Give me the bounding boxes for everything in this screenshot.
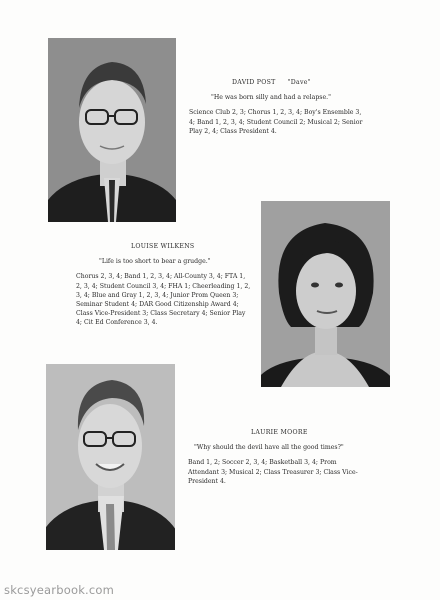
student-photo-louise-wilkens — [261, 201, 390, 387]
student-entry-louise-wilkens — [76, 242, 252, 328]
site-watermark: skcsyearbook.com — [4, 583, 115, 597]
student-photo-laurie-moore — [46, 364, 175, 550]
student-activities: Chorus 2, 3, 4; Band 1, 2, 3, 4; All-County 3, 4; FTA 1, 2, 3, 4; Student Council 3, 4; FHA 1; Cheerleading 1, 2, 3, 4; Blue and Gray 1, 2, 3, 4; Junior Prom Queen 3; Seminar Student 4; DAR Good Citizenship Award 4; Class Vice-President 3; Class Secretary 4; Senior Play 4; Cit Ed Conference 3, 4. — [76, 273, 251, 327]
student-name: LOUISE WILKENS — [131, 243, 195, 250]
student-name: DAVID POST — [232, 79, 276, 86]
student-activities: Band 1, 2; Soccer 2, 3, 4; Basketball 3, 4; Prom Attendant 3; Musical 2; Class Treasurer 3; Class Vice-President 4. — [188, 459, 358, 485]
student-entry-david-post — [189, 78, 369, 136]
student-photo-david-post — [48, 38, 176, 222]
student-quote: "Life is too short to bear a grudge." — [99, 258, 211, 266]
student-quote: "Why should the devil have all the good times?" — [194, 444, 344, 452]
student-entry-laurie-moore — [188, 428, 368, 486]
student-quote: "He was born silly and had a relapse." — [211, 94, 331, 102]
student-name: LAURIE MOORE — [251, 429, 308, 436]
student-nickname: "Dave" — [287, 79, 311, 86]
student-activities: Science Club 2, 3; Chorus 1, 2, 3, 4; Boy's Ensemble 3, 4; Band 1, 2, 3, 4; Student Council 2; Musical 2; Senior Play 2, 4; Class President 4. — [189, 109, 363, 135]
student-name-line — [189, 78, 369, 87]
